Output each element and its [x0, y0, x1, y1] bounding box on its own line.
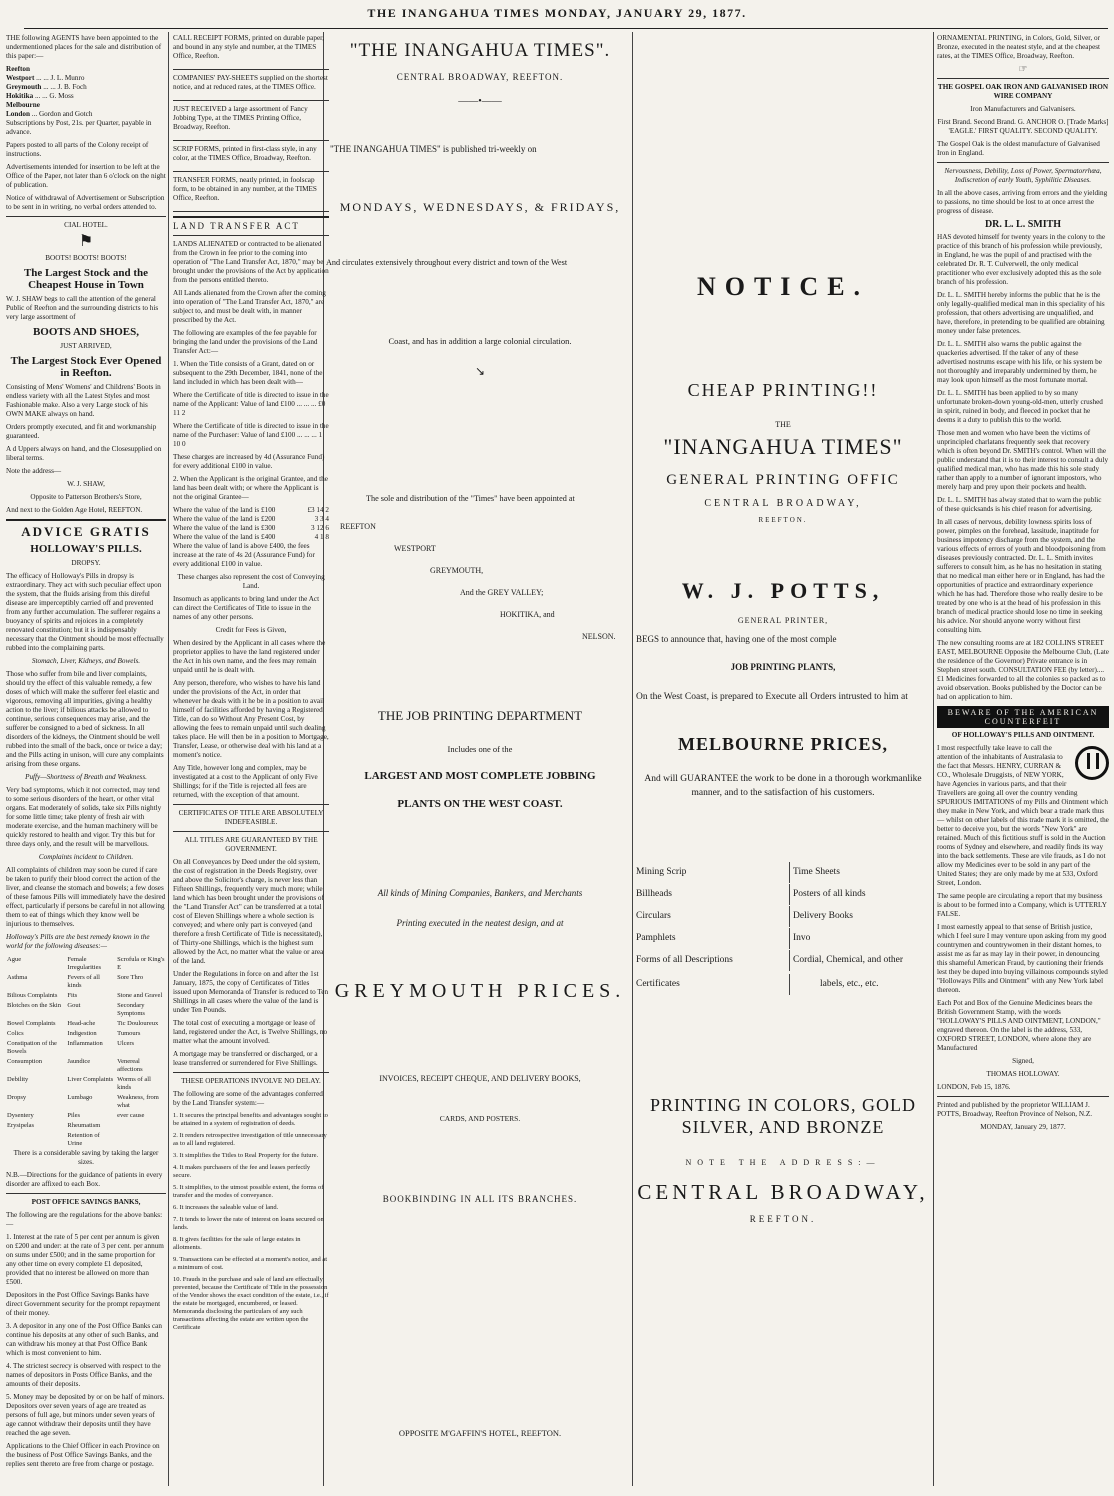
column-divider: [168, 32, 169, 1486]
nervousness-heading: Nervousness, Debility, Loss of Power, Spermatorrhœa, Indiscretion of early Youth, Syphilitic Diseases.: [944, 167, 1102, 184]
land-intro: LANDS ALIENATED or contracted to be alienated from the Crown in fee prior to the coming into operation of "The Land Transfer Act, 1870," may be brought under the provisions of the Act by application from the persons entitled thereto.: [173, 240, 329, 284]
fee-value-row: [173, 515, 329, 524]
the-label: THE: [775, 420, 791, 429]
town-greymouth: GREYMOUTH,: [430, 566, 484, 575]
begs-text: BEGS to announce that, having one of the most comple: [636, 634, 837, 644]
regulations-text: Under the Regulations in force on and after the 1st January, 1875, the copy of Certificates of Titles issued upon Memoranda of Transfer is reduced to Ten Shillings in all cases where the value of the land is under Ten Pounds.: [173, 970, 329, 1014]
small-ad: COMPANIES' PAY-SHEETS supplied on the shortest notice, and at reduced rates, at the TIMES Office.: [173, 74, 328, 91]
consulting-rooms: The new consulting rooms are at 182 COLLINS STREET EAST, MELBOURNE Opposite the Melbourne Club, (Late the residence of the Governor) Private entrance is in Stephen street south. CONSULTATION FEE (by letter)....£1 Medicines forwarded to all the colonies so packed as to avoid observation. Books published by the Doctor can be had on application to him.: [937, 639, 1109, 701]
town-grey-valley: And the GREY VALLEY;: [460, 588, 544, 597]
mining-text: All kinds of Mining Companies, Bankers, and Merchants: [377, 888, 583, 898]
disease-cell: Piles: [67, 1112, 81, 1119]
column-4: [636, 34, 930, 1454]
holloway-counterfeit-heading: OF HOLLOWAY'S PILLS AND OINTMENT.: [951, 731, 1095, 739]
fee-value-label: Where the value of the land is £200: [173, 515, 276, 523]
fee-value-row: [173, 524, 329, 533]
dr-smith-text-5: Those men and women who have been the victims of unprincipled charlatans frequently seek that recovery which is often beyond Dr. SMITH's control. When will the public understand that it is to their interest to consult a duly qualified medical man, who has made this his sole study rather than apply to a number of ignorant impostors, who merely harp and prey upon their pockets and health.: [937, 429, 1109, 491]
signed-date: LONDON, Feb 15, 1876.: [937, 1083, 1011, 1091]
times-address: CENTRAL BROADWAY, REEFTON.: [396, 72, 564, 82]
disease-cell: Blotches on the Skin: [7, 1002, 61, 1009]
dr-smith-text-2: Dr. L. L. SMITH hereby informs the public that he is the only legally-qualified medical man in this speciality of his profession, that others advertising are unqualified, and have, therefore, in pretending to be qualified are obtaining money under false pretences.: [937, 291, 1105, 335]
rule: [173, 171, 329, 172]
fee-value-row: [173, 506, 329, 515]
largest-stock-heading: The Largest Stock and the Cheapest House in Town: [23, 267, 149, 291]
disease-cell: Scrofula or King's E: [117, 956, 165, 971]
post-rules: [6, 1233, 166, 1469]
masthead: THE INANGAHUA TIMES MONDAY, JANUARY 29, 1877.: [367, 6, 747, 20]
advertisements-text: Advertisements intended for insertion to be left at the Office of the Paper, not later than 6 o'clock on the night of publication.: [6, 163, 166, 189]
disease-row: [6, 955, 166, 973]
guarantee-text: And will GUARANTEE the work to be done in a thorough workmanlike manner, and to the satisfaction of his customers.: [644, 774, 922, 798]
rule: [173, 1072, 329, 1073]
credit-heading: Credit for Fees is Given,: [215, 626, 287, 634]
small-ad: JUST RECEIVED a large assortment of Fancy Jobbing Type, at the TIMES Printing Office, Broadway, Reefton.: [173, 105, 308, 131]
hand-pointer-icon: ↘: [474, 364, 486, 378]
publication-days: MONDAYS, WEDNESDAYS, & FRIDAYS,: [339, 200, 621, 214]
disease-cell: Gout: [67, 1002, 81, 1009]
disease-cell: Secondary Symptoms: [117, 1002, 145, 1017]
agent-row: Hokitika ... ... G. Moss: [6, 92, 74, 100]
boots-shoes-heading: BOOTS AND SHOES,: [32, 326, 140, 338]
hand-icon: ☞: [1018, 64, 1028, 75]
disease-row: [6, 1121, 166, 1131]
fee-2: 2. When the Applicant is the original Grantee, and the land has been dealt with; or where the Applicant is not the original Grantee—: [173, 475, 328, 501]
rule: [6, 1193, 166, 1194]
fee-value-amount: 3 3 4: [314, 515, 329, 523]
fee-value-label: Where the value of the land is £100: [173, 506, 276, 514]
credit-text: When desired by the Applicant in all cases where the proprietor applies to have the land registered under the Act in his own name, and the fees may remain unpaid until he is dealt with.: [173, 639, 326, 674]
rule: [173, 804, 329, 805]
mortgage-transfer: A mortgage may be transferred or discharged, or a lease transferred or surrendered for Five Shillings.: [173, 1050, 318, 1067]
trade-mark-icon: [1075, 746, 1109, 780]
service-item: Pamphlets: [636, 933, 676, 943]
disease-row: [6, 1093, 166, 1111]
printing-exec-text: Printing executed in the neatest design, and at: [396, 918, 564, 928]
post-intro: The following are the regulations for the above banks:—: [6, 1211, 163, 1228]
disease-row: [6, 1057, 166, 1075]
cert-heading: CERTIFICATES OF TITLE ARE ABSOLUTELY INDEFEASIBLE.: [178, 809, 324, 826]
colors-heading: PRINTING IN COLORS, GOLD SILVER, AND BRONZE: [650, 1095, 916, 1137]
disease-cell: ever cause: [117, 1112, 145, 1119]
hotel-label: CIAL HOTEL.: [64, 221, 108, 229]
disease-cell: Tumours: [117, 1030, 141, 1037]
uppers-text: A d Uppers always on hand, and the Closesupplied on liberal terms.: [6, 445, 162, 462]
notice-text: Notice of withdrawal of Advertisement or Subscription to be sent in in writing, no verbal orders attended to.: [6, 194, 165, 211]
gospel-oak-brands: First Brand. Second Brand. G. ANCHOR O. [Trade Marks] 'EAGLE.' FIRST QUALITY. SECOND QUALITY.: [937, 118, 1109, 135]
rule: [173, 235, 329, 236]
circulates-text: And circulates extensively throughout every district and town of the West: [326, 258, 568, 267]
column-2: [173, 34, 329, 1484]
operation-item: 3. It simplifies the Titles to Real Property for the future.: [173, 1152, 319, 1159]
disease-cell: Stone and Gravel: [117, 992, 163, 999]
disease-row: [6, 1111, 166, 1121]
diseases-table: [6, 955, 166, 1149]
holloway-text-4: Each Pot and Box of the Genuine Medicines bears the British Government Stamp, with the words "HOLLOWAY'S PILLS AND OINTMENT, LONDON," engraved thereon. On the label is the address, 533, OXFORD STREET, LONDON, where alone they are Manufactured: [937, 999, 1101, 1052]
disease-row: [6, 1001, 166, 1019]
ornamental-printing-ad: ORNAMENTAL PRINTING, in Colors, Gold, Silver, or Bronze, executed in the neatest style, and at the cheapest rates, at the TIMES Office, Broadway, Reefton.: [937, 34, 1101, 60]
town-nelson: NELSON.: [582, 632, 616, 641]
gospel-oak-sub: Iron Manufacturers and Galvanisers.: [970, 105, 1076, 113]
consisting-text: Consisting of Mens' Womens' and Childrens' Boots in endless variety with all the Latest Styles and most Fashionable make. Also a very Large stock of his OWN MAKE always on hand.: [6, 383, 161, 418]
operation-item: 10. Frauds in the purchase and sale of land are effectually prevented, because the Certificate of Title in the possession of the Vendor shows the exact condition of the estate, i.e., if the estate be mortgaged, encumbered, or leased. Memoranda disclosing the particulars of any such transactions affecting the estate are written upon the Certificate: [173, 1276, 329, 1331]
invoices-text: INVOICES, RECEIPT CHEQUE, AND DELIVERY BOOKS,: [379, 1074, 581, 1083]
disease-cell: Lumbago: [67, 1094, 93, 1101]
gospel-oak-heading: THE GOSPEL OAK IRON AND GALVANISED IRON WIRE COMPANY: [937, 83, 1109, 100]
post-rule: 4. The strictest secrecy is observed with respect to the names of depositors in Posts Office Banks, and the amounts of their deposits.: [6, 1362, 161, 1388]
potts-name: W. J. POTTS,: [681, 578, 885, 603]
operations-heading: THESE OPERATIONS INVOLVE NO DELAY.: [181, 1077, 321, 1085]
notice-heading: NOTICE.: [696, 272, 870, 301]
town-westport: WESTPORT: [394, 544, 436, 553]
fee-values: [173, 506, 329, 542]
disease-cell: [116, 1131, 166, 1149]
imprint-date: MONDAY, January 29, 1877.: [980, 1123, 1066, 1131]
small-ad: CALL RECEIPT FORMS, printed on durable paper, and bound in any style and number, at the TIMES Office, Reefton.: [173, 34, 325, 60]
agents-list: [6, 65, 166, 119]
disease-row: [6, 1019, 166, 1029]
disease-cell: Liver Complaints: [67, 1076, 114, 1083]
largest-jobbing: LARGEST AND MOST COMPLETE JOBBING: [364, 770, 596, 782]
imprint-text: Printed and published by the proprietor WILLIAM J. POTTS, Broadway, Reefton Province of Nelson, N.Z.: [937, 1101, 1093, 1118]
operation-item: 5. It simplifies, to the utmost possible extent, the forms of transfer and the modes of conveyance.: [173, 1184, 324, 1199]
disease-cell: Fevers of all kinds: [67, 974, 100, 989]
disease-cell: Weakness, from what: [117, 1094, 159, 1109]
service-item: Mining Scrip: [636, 867, 687, 877]
dr-smith-heading: DR. L. L. SMITH: [984, 219, 1062, 230]
agent-row: Greymouth ... ... J. B. Foch: [6, 83, 87, 91]
disease-cell: Asthma: [7, 974, 28, 981]
disease-cell: Bilious Complaints: [7, 992, 58, 999]
disease-cell: Female Irregularities: [67, 956, 101, 971]
column-5: [937, 34, 1109, 1484]
agent-row: London ... Gordon and Gotch: [6, 110, 93, 118]
advice-heading: ADVICE GRATIS: [21, 524, 151, 539]
disease-cell: Ague: [7, 956, 22, 963]
post-rule: Applications to the Chief Officer in each Province on the business of Post Office Savings Banks, and the replies sent thereto are free from charge or postage.: [6, 1442, 160, 1468]
cheap-printing: CHEAP PRINTING!!: [687, 380, 879, 400]
fee-value-amount: 4 1 8: [314, 533, 329, 541]
any-person-text: Any person, therefore, who wishes to have his land under the provisions of the Act, in order that whenever he deals with it he be in a position to avail himself of facilities afforded by having a Registered Title, can do so Without Any Present Cost, by allowing the fees to remain unpaid until such dealing takes place. He will then be in a position to Mortgage, Transfer, Lease, or otherwise deal with his land at a moment's notice.: [173, 679, 329, 759]
disease-cell: Colics: [7, 1030, 24, 1037]
shaw-name: W. J. SHAW,: [67, 480, 105, 488]
disease-cell: Fits: [67, 992, 78, 999]
nervousness-text: In all the above cases, arriving from errors and the yielding to passions, no time should be lost to at once arrest the progress of disease.: [937, 189, 1108, 215]
nb-note: N.B.—Directions for the guidance of patients in every disorder are affixed to each Box.: [6, 1171, 163, 1188]
small-ad: TRANSFER FORMS, neatly printed, in foolscap form, to be obtained in any number, at the TIMES Office, Reefton.: [173, 176, 317, 202]
disease-cell: Debility: [7, 1076, 29, 1083]
any-title-text: Any Title, however long and complex, may be investigated at a cost to the Applicant of only Five Shillings; for if the Title is rejected all fees are returned, with the exception of that amount.: [173, 764, 318, 799]
column-1: [6, 34, 166, 1484]
guaranteed-text: On all Conveyances by Deed under the old system, the cost of registration in the Deeds Registry, over and above the Solicitor's charge, is never less than Fifteen Shillings, frequently very much more; while land which has been brought under the provisions of the "Land Transfer Act" can be transferred at a total cost of Eleven Shillings where a whole section is conveyed; and where only part is conveyed (and therefore a fresh Certificate of Title is necessitated), of Thirty-one Shillings, which is the highest sum allowed by the Act, no matter what the value or area of the land.: [173, 858, 324, 965]
rule: [6, 216, 166, 217]
note-address: NOTE THE ADDRESS:—: [685, 1158, 881, 1167]
post-rule: Depositors in the Post Office Savings Banks have direct Government security for the prompt repayment of their money.: [6, 1291, 161, 1317]
puffy-text: Very bad symptoms, which it not corrected, may tend to some serious disorders of the heart, or other vital organs. Eat moderately of solids, take six Pills nightly for some little time; take plenty of fresh air with moderate exercise, and the human machinery will be quickly restored to health and vigor. Try this but for three days only, and the result will be marvellous.: [6, 786, 162, 848]
operation-item: 9. Transactions can be effected at a moment's notice, and at a minimum of cost.: [173, 1256, 328, 1271]
disease-cell: Erysipelas: [7, 1122, 35, 1129]
agent-row: Reefton: [6, 65, 30, 73]
post-rule: 1. Interest at the rate of 5 per cent per annum is given on £200 and under: at the rate of 3 per cent. per annum on sums under £500; and in the same proportion for any other time on every complete £1 deposited, provided that no interest be allowed on more than £500.: [6, 1233, 164, 1286]
boots-line: BOOTS! BOOTS! BOOTS!: [45, 254, 127, 262]
agent-row: Melbourne: [6, 101, 40, 109]
gospel-oak-text: The Gospel Oak is the oldest manufacture of Galvanised Iron in England.: [937, 140, 1100, 157]
stomach-heading: Stomach, Liver, Kidneys, and Bowels.: [31, 657, 141, 665]
column-3: [326, 34, 634, 1454]
rule: [937, 162, 1109, 163]
central-broadway: CENTRAL BROADWAY,: [704, 498, 862, 509]
times-office-title: "INANGAHUA TIMES": [663, 434, 903, 459]
disease-cell: Indigestion: [67, 1030, 97, 1037]
operation-item: 1. It secures the principal benefits and advantages sought to be attained in a system of registration of deeds.: [173, 1112, 328, 1127]
disease-cell: Inflammation: [67, 1040, 103, 1047]
just-arrived: JUST ARRIVED,: [60, 342, 112, 350]
town-hokitika: HOKITIKA, and: [500, 610, 555, 619]
service-item: labels, etc., etc.: [789, 974, 930, 995]
greymouth-prices: GREYMOUTH PRICES.: [334, 980, 626, 1002]
guaranteed-heading: ALL TITLES ARE GUARANTEED BY THE GOVERNMENT.: [184, 836, 318, 853]
shaw-opposite: Opposite to Patterson Brothers's Store,: [30, 493, 142, 501]
rule: [173, 69, 329, 70]
rule: [173, 100, 329, 101]
reefton-label-2: REEFTON.: [749, 1214, 817, 1224]
service-item: Forms of all Descriptions: [636, 955, 733, 965]
disease-cell: Tic Douloureux: [117, 1020, 159, 1027]
small-ads: [173, 34, 329, 212]
holloway-counterfeit-text: I most respectfully take leave to call the attention of the inhabitants of Australasia to the fact that Messrs. HENRY, CURRAN & CO., Wholesale Druggists, of NEW YORK, have Agencies in various parts, and that their Travellers are going all over the country vending SPURIOUS IMITATIONS of my Pills and Ointment which they make in New York, and which bear a trade mark thus — whilst on other labels of this trade mark it is omitted, the better to deceive you, but the words "New York" are retained. Much of this fictitious stuff is sold in the Auction rooms of Sydney and elsewhere, and readily finds its way into the back settlements. These are vile frauds, as I do not allow my Medicines ever to be sold in any part of the United States; they are only made by me at 533, Oxford Street, London.: [937, 744, 1109, 887]
dr-smith-text-6: Dr. L. L. SMITH has alway stated that to warn the public of these quicksands is his chief reason for advertising.: [937, 496, 1102, 513]
dr-smith-text-4: Dr. L. L. SMITH has been applied to by so many unfortunate broken-down young-old-men, utterly crushed in spirit, ruined in body, and fleeced in pocket that he deems it a duty to publish this to the world.: [937, 389, 1103, 424]
fee-above: Where the value of land is above £400, the fees increase at the rate of 4s 2d (Assurance Fund) for every additional £100 in value.: [173, 542, 315, 568]
service-item: Certificates: [636, 979, 680, 989]
service-item: Posters of all kinds: [789, 884, 930, 905]
town-reefton: REEFTON: [340, 522, 376, 531]
boot-icon: ⚑: [78, 233, 94, 250]
disease-row: [6, 1075, 166, 1093]
holloway-heading: HOLLOWAY'S PILLS.: [30, 543, 142, 555]
disease-cell: Retention of Urine: [67, 1132, 100, 1147]
post-rule: 3. A depositor in any one of the Post Office Banks can continue his deposits at any other of such Banks, and can withdraw his money at that Post Office Bank which is most convenient to him.: [6, 1322, 162, 1357]
operation-item: 6. It increases the saleable value of land.: [173, 1204, 279, 1211]
rule: [6, 519, 166, 521]
rule: [937, 1096, 1109, 1097]
masthead-rule: [24, 28, 1108, 29]
agent-row: Westport ... ... J. L. Munro: [6, 74, 85, 82]
disease-cell: Ulcers: [117, 1040, 135, 1047]
general-printing-office: GENERAL PRINTING OFFIC: [666, 472, 900, 488]
stomach-text: Those who suffer from bile and liver complaints, should try the effect of this valuable remedy, a few doses of which will make the sufferer feel elastic and vigorous, removing all impurities, giving a healthy action to the liver; if bilious attacks be allowed to continue, serious consequences may arise, and the sufferer be consigned to a bed of sickness. In all disorders of the kidneys, the Ointment should be well rubbed into the small of the back, once or twice a day; and the Pills acting in unison, will cure any complaints arising from these organs.: [6, 670, 164, 768]
service-item: Cordial, Chemical, and other: [789, 950, 930, 971]
fee-value-amount: £3 14 2: [307, 506, 329, 514]
disease-cell: Sore Thro: [117, 974, 144, 981]
service-item: Time Sheets: [789, 862, 930, 883]
rule: [937, 78, 1109, 79]
mortgage-cost: The total cost of executing a mortgage or lease of land, registered under the Act, is Twelve Shillings, no matter what the amount involved.: [173, 1019, 328, 1045]
holloway-text-3: I most earnestly appeal to that sense of British justice, which I feel sure I may venture upon asking from my good countrymen and countrywomen in their distant homes, to assist me as far as may lay in their power, in denouncing this shameful American Fraud, by cautioning their friends lest they be duped into buying villainous compounds styled "Holloways Pills and Ointment" with any New York label thereon.: [937, 923, 1108, 994]
post-rule: 5. Money may be deposited by or on be half of minors. Depositors over seven years of age are treated as persons of full age, but minors under seven years of age cannot withdraw their deposits until they have reached the age seven.: [6, 1393, 165, 1437]
service-item: Invo: [789, 928, 930, 949]
disease-row: [6, 1029, 166, 1039]
rule: [173, 211, 329, 212]
saving-note: There is a considerable saving by taking the larger sizes.: [13, 1149, 159, 1166]
dr-smith-text-7: In all cases of nervous, debility lowness spirits loss of power, pimples on the forehead, lassitude, inaptitude for business impotency discharge from the system, and the various effects of errors of youth and bloodpoisoning from diseases previously contracted. Dr. L. L. Smith invites sufferers to consult him, as he has no hesitation in stating that no medical man either here or in England, has had the opportunities of practice and extraordinary experience which he has had. Therefore those who really desire to be treated by one who is at the head of his profession in this branch of medical practice should lose no time in seeking his advice. Nor should anyone worry without first consulting him.: [937, 518, 1106, 634]
beware-banner: BEWARE OF THE AMERICAN COUNTERFEIT: [937, 706, 1109, 728]
children-text: All complaints of children may soon be cured if care be taken to purify their blood correct the action of the liver, and cleanse the stomach and bowels; a few doses of these famous Pills will immediately have the desired effect, particularly if persons be careful in not allowing them to eat of things which they know well be injurious to themselves.: [6, 866, 166, 928]
times-title: "THE INANGAHUA TIMES".: [349, 40, 611, 61]
largest-opened-heading: The Largest Stock Ever Opened in Reefton.: [10, 355, 162, 379]
note-address: Note the address—: [6, 467, 62, 475]
cards-text: CARDS, AND POSTERS.: [439, 1114, 521, 1123]
operation-item: 8. It gives facilities for the sale of large estates in allotments.: [173, 1236, 301, 1251]
job-dept-heading: THE JOB PRINTING DEPARTMENT: [377, 708, 583, 723]
small-ad: SCRIP FORMS, printed in first-class style, in any color, at the TIMES Office, Broadway, Reefton.: [173, 145, 317, 162]
operations-list: [173, 1112, 329, 1332]
rule: [173, 831, 329, 832]
service-item: Delivery Books: [789, 906, 930, 927]
fees-intro: The following are examples of the fee payable for bringing the land under the provisions of the Land Transfer Act:—: [173, 329, 318, 355]
operations-intro: The following are some of the advantages conferred by the Land Transfer system:—: [173, 1090, 323, 1107]
land-all: All Lands alienated from the Crown after the coming into operation of "The Land Transfer Act, 1870," are subject to, and must be dealt with, in manner prescribed by the Act.: [173, 289, 326, 324]
fee-1c: Where the Certificate of title is directed to issue in the name of the Purchaser: Value of land £100 ... ... ... 1 10 0: [173, 422, 329, 448]
remedy-intro: Holloway's Pills are the best remedy known in the world for the following diseases:—: [6, 933, 150, 950]
agents-intro: THE following AGENTS have been appointed to the undermentioned places for the sale and distribution of this paper:—: [6, 34, 162, 60]
disease-cell: Dysentery: [7, 1112, 34, 1119]
shaw-ad-text: W. J. SHAW begs to call the attention of the general Public of Reefton and the surrounding districts to his very large assortment of: [6, 295, 159, 321]
bookbinding-text: BOOKBINDING IN ALL ITS BRANCHES.: [382, 1194, 578, 1204]
disease-cell: [116, 1121, 166, 1131]
column-divider: [933, 32, 934, 1486]
operation-item: 7. It tends to lower the rate of interest on loans secured on lands.: [173, 1216, 324, 1231]
disease-cell: Constipation of the Bowels: [7, 1040, 57, 1055]
disease-cell: Dropsy: [7, 1094, 27, 1101]
post-office-heading: POST OFFICE SAVINGS BANKS,: [31, 1198, 141, 1206]
puffy-heading: Puffy—Shortness of Breath and Weakness.: [25, 773, 147, 781]
rule: [173, 216, 329, 218]
service-item: Billheads: [636, 889, 672, 899]
west-coast-text: On the West Coast, is prepared to Execute all Orders intrusted to him at: [636, 692, 908, 702]
disease-cell: Head-ache: [67, 1020, 96, 1027]
shaw-next-to: And next to the Golden Age Hotel, REEFTON.: [6, 506, 143, 514]
holloway-text-2: The same people are circulating a report that my business is about to be formed into a Company, which is UTTERLY FALSE.: [937, 892, 1107, 918]
disease-row: [6, 973, 166, 991]
signer-name: THOMAS HOLLOWAY.: [986, 1070, 1060, 1078]
includes-text: Includes one of the: [447, 744, 513, 754]
rule: [173, 140, 329, 141]
disease-cell: Bowel Complaints: [7, 1020, 56, 1027]
fee-value-amount: 3 12 6: [311, 524, 329, 532]
disease-row: [6, 1039, 166, 1057]
disease-cell: [6, 1131, 66, 1149]
printing-services-list: [636, 862, 930, 1002]
disease-cell: Rheumatism: [67, 1122, 101, 1129]
job-plants: JOB PRINTING PLANTS,: [730, 662, 836, 672]
ornament-icon: ——•——: [458, 96, 502, 107]
dropsy-text: The efficacy of Holloway's Pills in dropsy is extraordinary. They act with such peculiar effect upon the system, that the fluids arising from this direful disease are imperceptibly carried off and prevented from any further accumulation. The sufferer regains a buoyancy of spirits and rejoices in a completely renovated constitution; but it is indispensably necessary that the Ointment should be most effectually rubbed into the complaining parts.: [6, 572, 164, 652]
subscriptions-text: Subscriptions by Post, 21s. per Quarter, payable in advance.: [6, 119, 152, 136]
fee-value-row: [173, 533, 329, 542]
disease-row: [6, 991, 166, 1001]
disease-cell: Worms of all kinds: [117, 1076, 151, 1091]
plants-west-coast: PLANTS ON THE WEST COAST.: [397, 798, 563, 810]
dr-smith-text-3: Dr. L. L. SMITH also warns the public against the quackeries advertised. If the taker of any of these advertised nostrums escape with his life, or his system be not thoroughly and irreparably undermined by them, he may look upon himself as the most fortunate mortal.: [937, 340, 1102, 384]
reefton-label: REEFTON.: [758, 516, 808, 524]
fee-increase: These charges are increased by 4d (Assurance Fund) for every additional £100 in value.: [173, 453, 325, 470]
operation-item: 4. It makes purchasers of the fee and leases perfectly secure.: [173, 1164, 311, 1179]
fee-value-label: Where the value of the land is £400: [173, 533, 276, 541]
disease-cell: Consumption: [7, 1058, 43, 1065]
insomuch: Insomuch as applicants to bring land under the Act can direct the Certificates of Title to issue in the names of any other persons.: [173, 595, 320, 621]
signed-label: Signed,: [1012, 1057, 1034, 1065]
fee-1b: Where the Certificate of title is directed to issue in the name of the Applicant: Value of land £100 ... ... ... £0 11 2: [173, 391, 329, 417]
fee-conveying: These charges also represent the cost of Conveying Land.: [177, 573, 325, 590]
central-broadway-big: CENTRAL BROADWAY,: [637, 1180, 929, 1204]
dropsy-heading: DROPSY.: [71, 559, 101, 567]
coast-text: Coast, and has in addition a large colonial circulation.: [388, 336, 572, 346]
service-item: Circulars: [636, 911, 671, 921]
agents-line: The sole and distribution of the "Times" have been appointed at: [366, 494, 575, 503]
dr-smith-text: HAS devoted himself for twenty years in the colony to the practice of this branch of his profession while previously, in England, he was the pupil of and practised with the celebrated Dr. R. T. Culverwell, the only medical practitioner who ever exclusively adopted this as the sole branch of his profession.: [937, 233, 1106, 286]
fee-1: 1. When the Title consists of a Grant, dated on or subsequent to the 29th December, 1841, none of the land included in which has been dealt with—: [173, 360, 323, 386]
land-transfer-heading: LAND TRANSFER ACT: [173, 221, 300, 231]
general-printer: GENERAL PRINTER,: [737, 616, 829, 625]
disease-cell: Venereal affections: [117, 1058, 143, 1073]
operation-item: 2. It renders retrospective investigation of title unnecessary as to all land registered.: [173, 1132, 327, 1147]
orders-text: Orders promptly executed, and fit and workmanship guaranteed.: [6, 423, 157, 440]
children-heading: Complaints incident to Children.: [38, 853, 134, 861]
published-text: "THE INANGAHUA TIMES" is published tri-weekly on: [330, 144, 537, 154]
melbourne-prices: MELBOURNE PRICES,: [677, 734, 889, 754]
footer-address: OPPOSITE M'GAFFIN'S HOTEL, REEFTON.: [398, 1428, 562, 1438]
disease-row: [6, 1131, 166, 1149]
papers-posted-text: Papers posted to all parts of the Colony receipt of instructions.: [6, 141, 149, 158]
disease-cell: Jaundice: [67, 1058, 91, 1065]
fee-value-label: Where the value of the land is £300: [173, 524, 276, 532]
